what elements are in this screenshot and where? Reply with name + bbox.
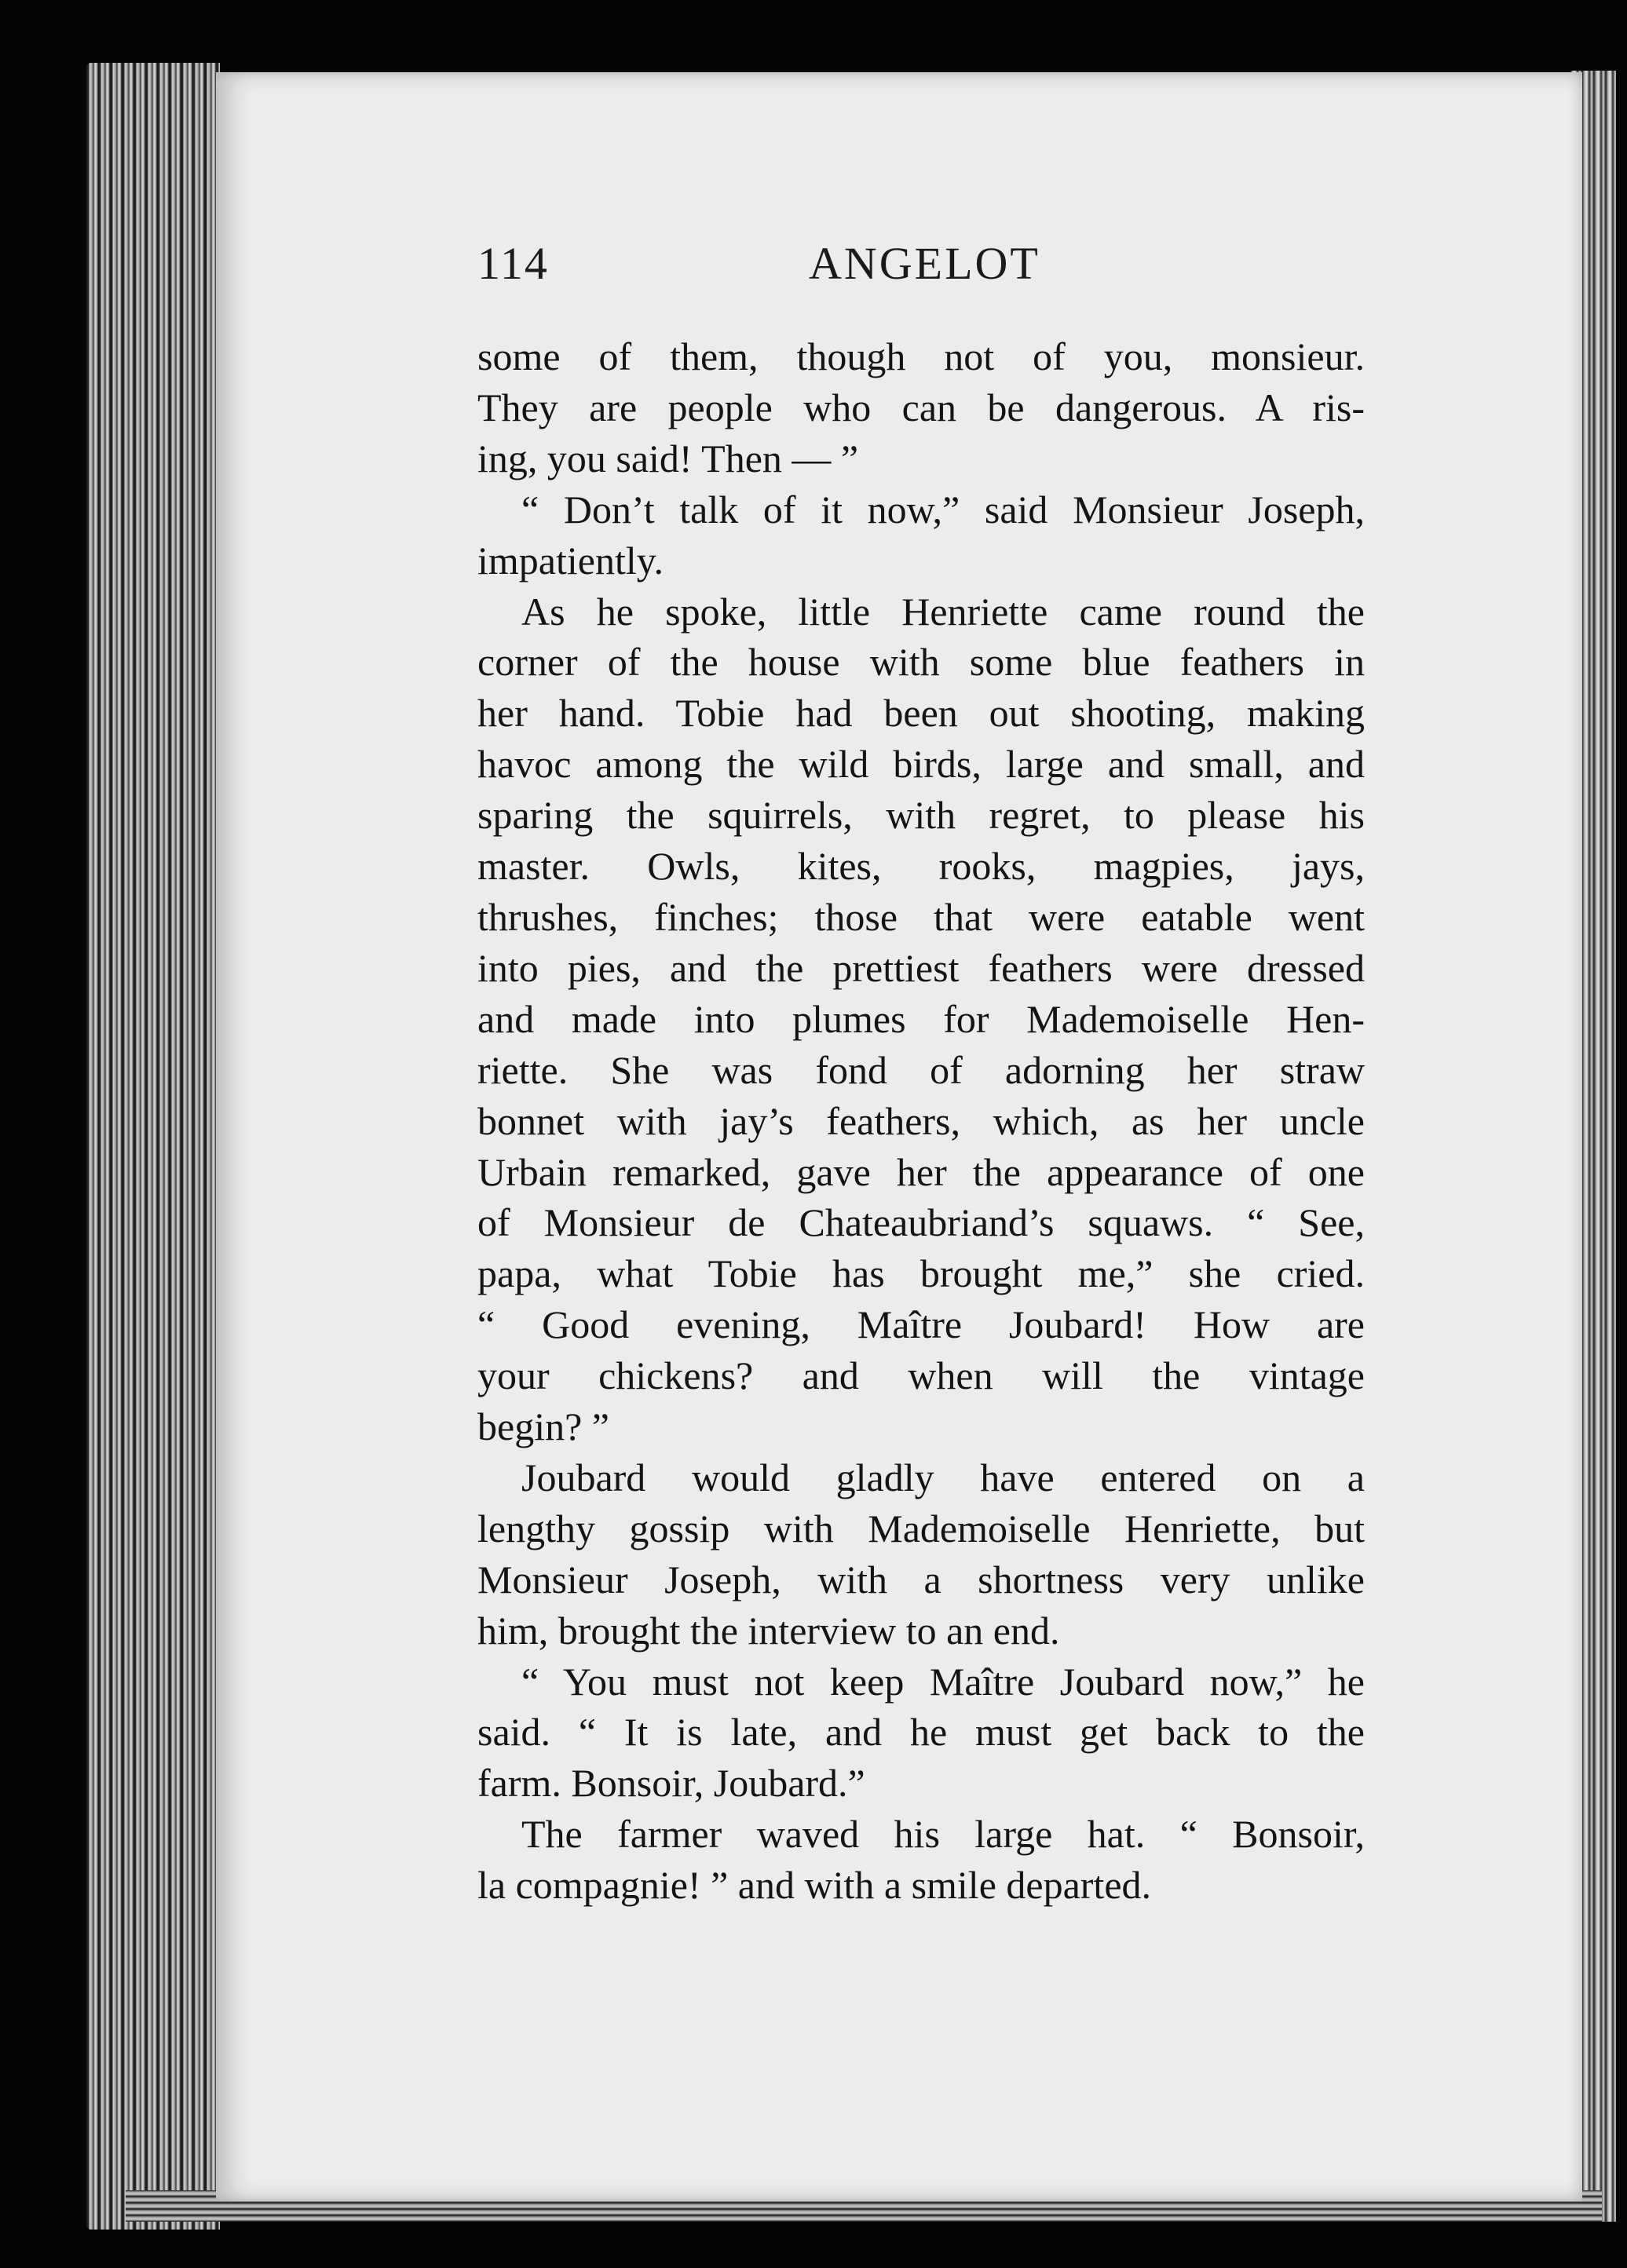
running-head [216,229,1582,300]
text-line: some of them, though not of you, monsieur. [477,334,1365,378]
text-line: her hand. Tobie had been out shooting, making [477,691,1365,736]
text-line: As he spoke, little Henriette came round the [521,589,1365,634]
text-line: bonnet with jay’s feathers, which, as her uncle [477,1098,1365,1143]
page-edges-left [86,63,220,2230]
text-line: master. Owls, kites, rooks, magpies, jays, [477,844,1365,889]
text-line: him, brought the interview to an end. [477,1608,1060,1653]
text-line: farm. Bonsoir, Joubard.” [477,1761,865,1806]
text-line: corner of the house with some blue feathers in [477,640,1365,685]
text-line: papa, what Tobie has brought me,” she cried. [477,1251,1365,1296]
text-line: Joubard would gladly have entered on a [521,1455,1365,1499]
text-line: and made into plumes for Mademoiselle Hen- [477,996,1365,1041]
text-line: begin? ” [477,1404,609,1449]
text-line: sparing the squirrels, with regret, to please his [477,793,1365,838]
text-line: la compagnie! ” and with a smile departed. [477,1863,1152,1908]
text-line: “ Don’t talk of it now,” said Monsieur Joseph, [521,487,1365,531]
body-text [477,331,1365,1911]
text-line: ing, you said! Then — ” [477,436,859,480]
text-line: Monsieur Joseph, with a shortness very unlike [477,1557,1365,1601]
text-line: of Monsieur de Chateaubriand’s squaws. “ See, [477,1200,1365,1245]
text-line: into pies, and the prettiest feathers were dressed [477,945,1365,990]
text-line: “ You must not keep Maître Joubard now,” he [521,1659,1365,1704]
text-line: They are people who can be dangerous. A ris- [477,385,1365,429]
text-line: lengthy gossip with Mademoiselle Henriette, but [477,1506,1365,1550]
text-line: your chickens? and when will the vintage [477,1353,1365,1398]
text-line: havoc among the wild birds, large and small, and [477,742,1365,787]
text-line: riette. She was fond of adorning her straw [477,1047,1365,1092]
text-line: “ Good evening, Maître Joubard! How are [477,1302,1365,1347]
text-line: The farmer waved his large hat. “ Bonsoir, [521,1812,1365,1857]
page-number: 114 [477,238,549,289]
text-line: impatiently. [477,538,664,583]
text-line: Urbain remarked, gave her the appearance of one [477,1149,1365,1194]
text-line: thrushes, finches; those that were eatable went [477,894,1365,939]
running-title: ANGELOT [809,238,1040,289]
text-line: said. “ It is late, and he must get back to the [477,1710,1365,1755]
book-page [216,72,1582,2201]
